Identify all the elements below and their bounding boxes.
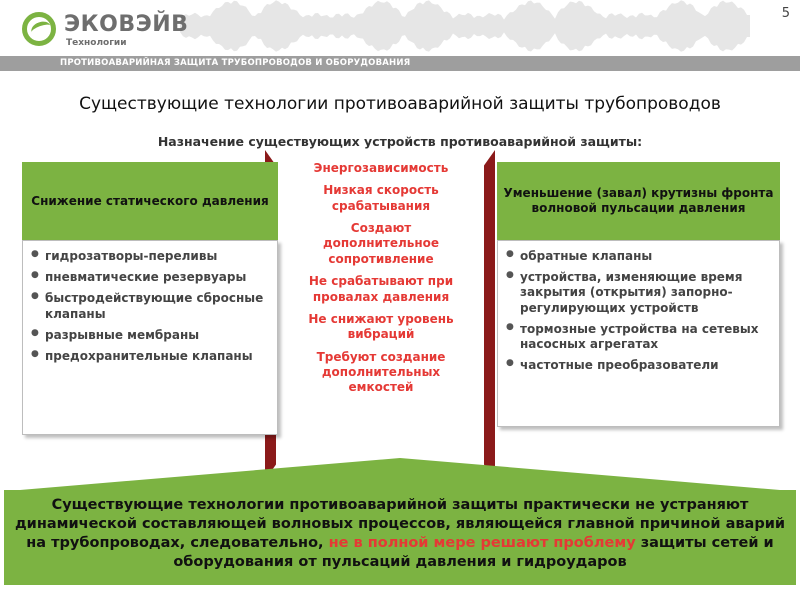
page-title: Существующие технологии противоаварийной защиты трубопроводов (79, 94, 721, 114)
list-item: ● обратные клапаны (506, 249, 773, 264)
list-item: ● разрывные мембраны (31, 328, 271, 343)
list-item: ● предохранительные клапаны (31, 349, 271, 364)
header (0, 0, 800, 55)
right-list-box (497, 240, 780, 427)
sound-wave-decoration (180, 0, 750, 52)
list-item: ● гидрозатворы-переливы (31, 249, 271, 264)
drawback-item: Требуют создание дополнительных емкостей (316, 349, 446, 395)
list-item: ● пневматические резервуары (31, 270, 271, 285)
page-number: 5 (781, 6, 790, 21)
company-logo (22, 10, 192, 56)
left-heading: Снижение статического давления (22, 162, 278, 240)
header-banner (0, 56, 800, 71)
left-list-box (22, 240, 278, 435)
drawback-item: Низкая скорость срабатывания (323, 183, 439, 213)
drawbacks-list (294, 161, 468, 403)
drawback-item: Не срабатывают при провалах давления (308, 274, 454, 304)
logo-name: ЭКОВЭЙВ (64, 12, 189, 37)
drawback-item: Создают дополнительное сопротивление (322, 221, 440, 266)
logo-subtitle: Технологии (66, 38, 127, 48)
list-item: ● быстродействующие сбросные клапаны (31, 291, 271, 321)
list-item: ● устройства, изменяющие время закрытия (открытия) запорно-регулирующих устройств (506, 270, 773, 316)
right-heading: Уменьшение (завал) крутизны фронта волновой пульсации давления (497, 162, 780, 240)
conclusion-text: Существующие технологии противоаварийной защиты практически не устраняют динамической составляющей волновых процессов, являющейся главной причиной аварий на трубопроводах, следовательно, не в полной мере решают проблему защиты сетей и оборудования от пульсаций давления и гидроударов (14, 497, 786, 571)
list-item: ● тормозные устройства на сетевых насосных агрегатах (506, 322, 773, 352)
banner-text: ПРОТИВОАВАРИЙНАЯ ЗАЩИТА ТРУБОПРОВОДОВ И ОБОРУДОВАНИЯ (60, 58, 411, 68)
list-item: ● частотные преобразователи (506, 358, 773, 373)
drawback-item: Энергозависимость (313, 161, 449, 175)
conclusion-highlight: не в полной мере решают проблему (328, 535, 636, 552)
drawback-item: Не снижают уровень вибраций (308, 311, 454, 342)
section-subtitle: Назначение существующих устройств противоаварийной защиты: (157, 134, 643, 149)
